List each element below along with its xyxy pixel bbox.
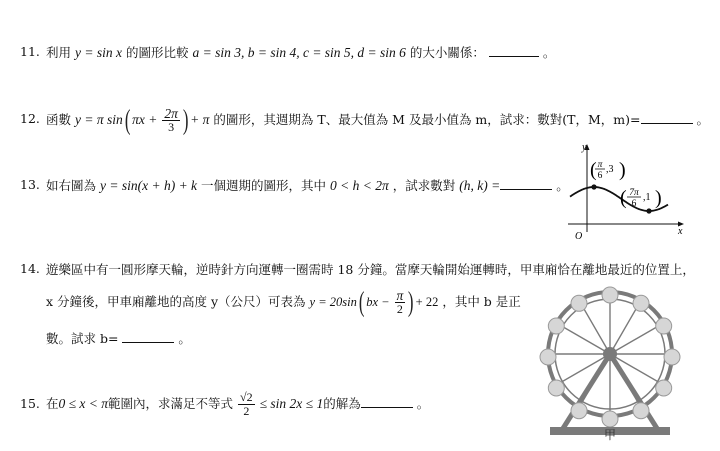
ferris-cabin xyxy=(656,380,672,396)
ferris-cabin xyxy=(571,403,587,419)
q15-text xyxy=(46,383,429,425)
q14-text-2b: ，其中 b 是正 xyxy=(442,294,521,309)
q14-line-3 xyxy=(46,330,191,348)
q15-eq-2: ≤ sin 2x ≤ 1 xyxy=(259,396,324,411)
ferris-cabin xyxy=(548,380,564,396)
ferris-spoke xyxy=(579,354,610,408)
p2-den: 6 xyxy=(631,199,637,209)
q11-text-3: 的大小關係： xyxy=(409,45,485,60)
p1-val: ,3 xyxy=(606,164,614,175)
q15-text-2: 範圍內，求滿足不等式 xyxy=(108,396,234,411)
q14-right-paren: ) xyxy=(408,286,414,318)
q14-frac-num: π xyxy=(396,288,404,303)
p2-num: 7π xyxy=(629,188,639,198)
q12-frac-num: 2π xyxy=(164,106,178,121)
q14-number: 14. xyxy=(20,261,40,276)
q13-end: 。 xyxy=(556,178,569,193)
max-point xyxy=(591,184,596,189)
q14-line-2 xyxy=(46,284,521,321)
ferris-cabin xyxy=(633,403,649,419)
q14-left-paren: ( xyxy=(358,286,365,318)
q14-end: 。 xyxy=(178,331,191,346)
q12-fraction xyxy=(162,107,180,134)
q11-text-1: 利用 xyxy=(46,45,72,60)
q13-graph xyxy=(560,140,690,245)
q11-text-2: 的圖形比較 xyxy=(125,45,189,60)
q14-eq-tail: + 22 xyxy=(415,295,439,309)
q13-eq-3: (h, k) = xyxy=(459,178,501,193)
q11-eq-1: y = sin x xyxy=(75,45,122,60)
q12-text-2: 的圖形，其週期為 T、最大值為 M 及最小值為 m，試求：數對(T，M，m)= xyxy=(213,112,641,127)
q12-number: 12. xyxy=(20,111,40,126)
origin-label: O xyxy=(575,231,583,242)
q15-eq-1: 0 ≤ x < π xyxy=(58,396,109,411)
p1-den: 6 xyxy=(597,171,603,181)
q11-number: 11. xyxy=(20,44,40,59)
q12-text xyxy=(46,100,709,141)
ferris-cabin xyxy=(571,295,587,311)
q12-eq-tail: + π xyxy=(190,112,210,127)
q15-frac-den: 2 xyxy=(243,404,250,418)
x-axis-label: x xyxy=(678,226,683,237)
ferris-hub xyxy=(603,347,617,361)
q15-fraction xyxy=(238,391,255,418)
q13-text-3: ，試求數對 xyxy=(392,178,456,193)
q12-eq-inner: πx + xyxy=(132,112,158,127)
q12-text-1: 函數 xyxy=(46,112,72,127)
q13-eq-1: y = sin(x + h) + k xyxy=(100,178,198,193)
q12-left-paren: ( xyxy=(124,104,131,136)
y-axis-label: y xyxy=(582,142,587,153)
ferris-cabin xyxy=(656,318,672,334)
ferris-cabin xyxy=(602,411,618,427)
q14-frac-den: 2 xyxy=(396,302,403,316)
p2-right-paren: ) xyxy=(655,187,662,209)
q12-answer-blank[interactable] xyxy=(641,111,693,124)
q15-number: 15. xyxy=(20,396,40,411)
q14-text-2a: x 分鐘後，甲車廂離地的高度 y（公尺）可表為 xyxy=(46,294,306,309)
q14-eq-inner: bx − xyxy=(366,295,390,309)
q14-text-3a: 數。試求 b= xyxy=(46,331,119,346)
q11-eq-2: a = sin 3, b = sin 4, c = sin 5, d = sin 6 xyxy=(192,45,406,60)
q13-number: 13. xyxy=(20,177,40,192)
p2-left-paren: ( xyxy=(620,187,627,209)
q11-answer-blank[interactable] xyxy=(489,44,539,57)
q15-text-3: 的解為 xyxy=(323,396,361,411)
q13-answer-blank[interactable] xyxy=(500,177,552,190)
cabin-jia-label: 甲 xyxy=(604,428,617,442)
q15-answer-blank[interactable] xyxy=(361,395,413,408)
ferris-cabin xyxy=(548,318,564,334)
q13-text-2: 一個週期的圖形，其中 xyxy=(201,178,327,193)
q12-end: 。 xyxy=(696,112,709,127)
q12-right-paren: ) xyxy=(182,104,189,136)
q14-answer-blank[interactable] xyxy=(122,330,174,343)
ferris-cabin xyxy=(602,287,618,303)
p1-num: π xyxy=(597,160,603,170)
q15-end: 。 xyxy=(416,396,430,411)
min-point xyxy=(646,208,651,213)
q15-frac-num: √2 xyxy=(240,390,253,404)
q15-text-1: 在 xyxy=(46,396,59,411)
q13-eq-2: 0 < h < 2π xyxy=(330,178,389,193)
sine-curve xyxy=(570,187,668,211)
p2-val: ,1 xyxy=(643,192,651,203)
ferris-spoke xyxy=(610,354,641,408)
ferris-cabin xyxy=(633,295,649,311)
ferris-cabin xyxy=(540,349,556,365)
ferris-cabin xyxy=(664,349,680,365)
q14-eq-lead: y = 20sin xyxy=(309,295,357,309)
q14-fraction xyxy=(395,289,406,316)
p1-left-paren: ( xyxy=(590,159,597,181)
q13-text xyxy=(46,177,569,195)
q13-text-1: 如右圖為 xyxy=(46,178,97,193)
q11-text xyxy=(46,44,555,62)
q14-line-1: 遊樂區中有一圓形摩天輪，逆時針方向運轉一圈需時 18 分鐘。當摩天輪開始運轉時，甲車廂恰在離地最近的位置上， xyxy=(46,262,695,277)
q11-end: 。 xyxy=(542,45,556,60)
q12-eq-lead: y = π sin xyxy=(75,112,123,127)
ferris-wheel-illustration xyxy=(528,282,693,442)
p1-right-paren: ) xyxy=(619,159,626,181)
q12-frac-den: 3 xyxy=(168,120,175,134)
